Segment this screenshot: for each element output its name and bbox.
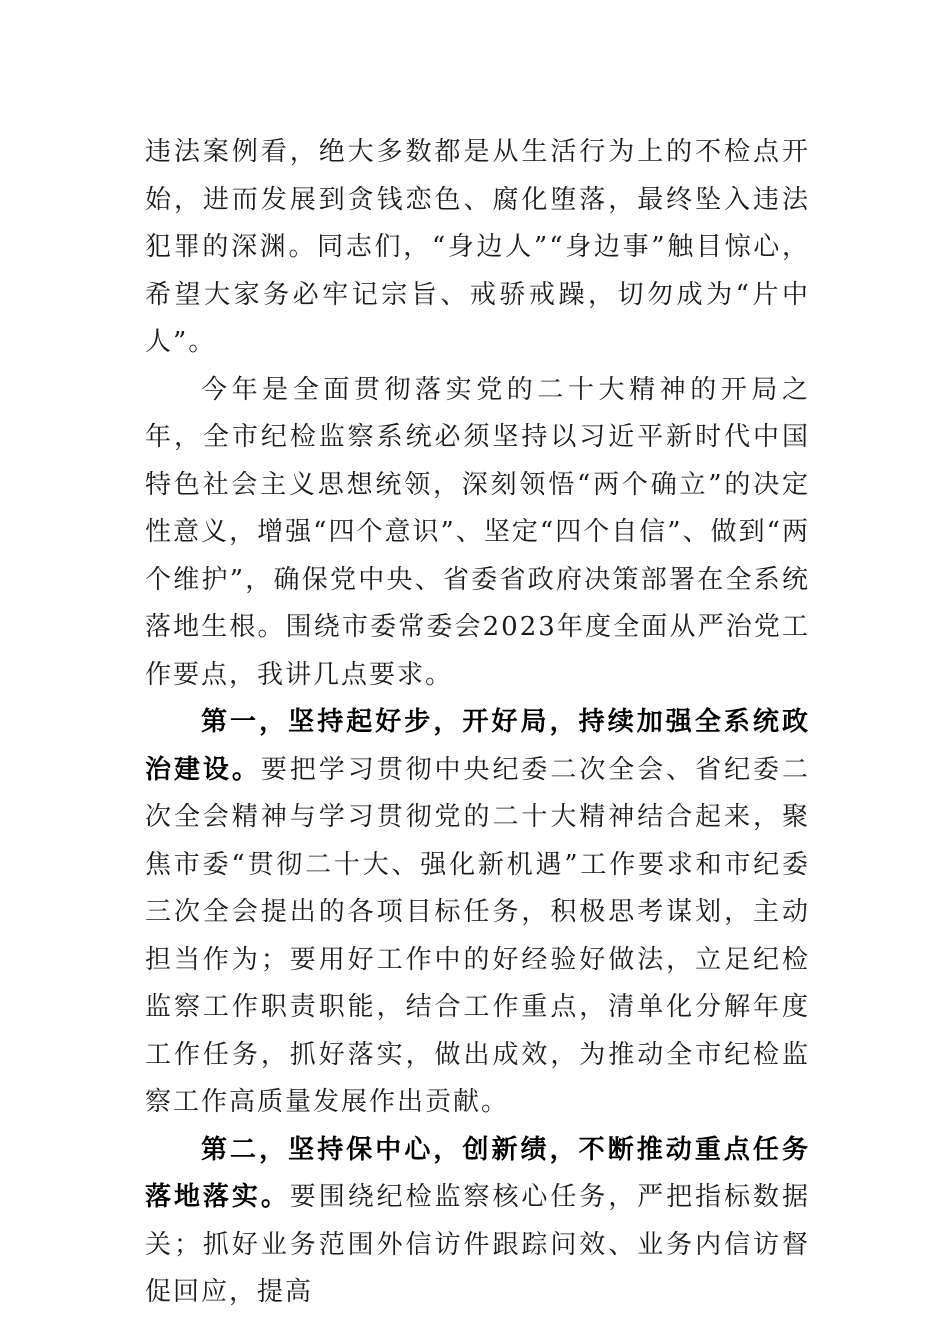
paragraph-point-one [145,699,810,1127]
document-body [145,129,810,1317]
paragraph-text: 要围绕纪检监察核心任务，严把指标数据关；抓好业务范围外信访件跟踪问效、业务内信访督促回应，提高 [145,1182,810,1307]
paragraph-point-two [145,1127,810,1317]
paragraph-heading: 第二，坚持保中心，创新绩，不断推动重点任务落地落实。 [145,1134,810,1212]
paragraph-text: 违法案例看，绝大多数都是从生活行为上的不检点开始，进而发展到贪钱恋色、腐化堕落，最终坠入违法犯罪的深渊。同志们，“身边人”“身边事”触目惊心，希望大家务必牢记宗旨、戒骄戒躁，切勿成为“片中人”。 [145,137,810,357]
paragraph-intro [145,367,810,700]
paragraph-text: 要把学习贯彻中央纪委二次全会、省纪委二次全会精神与学习贯彻党的二十大精神结合起来，聚焦市委“贯彻二十大、强化新机遇”工作要求和市纪委三次全会提出的各项目标任务，积极思考谋划，主动担当作为；要用好工作中的好经验好做法，立足纪检监察工作职责职能，结合工作重点，清单化分解年度工作任务，抓好落实，做出成效，为推动全市纪检监察工作高质量发展作出贡献。 [145,754,810,1117]
paragraph-heading: 第一，坚持起好步，开好局，持续加强全系统政治建设。 [145,707,810,785]
paragraph-text: 今年是全面贯彻落实党的二十大精神的开局之年，全市纪检监察系统必须坚持以习近平新时代中国特色社会主义思想统领，深刻领悟“两个确立”的决定性意义，增强“四个意识”、坚定“四个自信”、做到“两个维护”，确保党中央、省委省政府决策部署在全系统落地生根。围绕市委常委会2023年度全面从严治党工作要点，我讲几点要求。 [145,374,810,690]
paragraph-continuation [145,129,810,367]
